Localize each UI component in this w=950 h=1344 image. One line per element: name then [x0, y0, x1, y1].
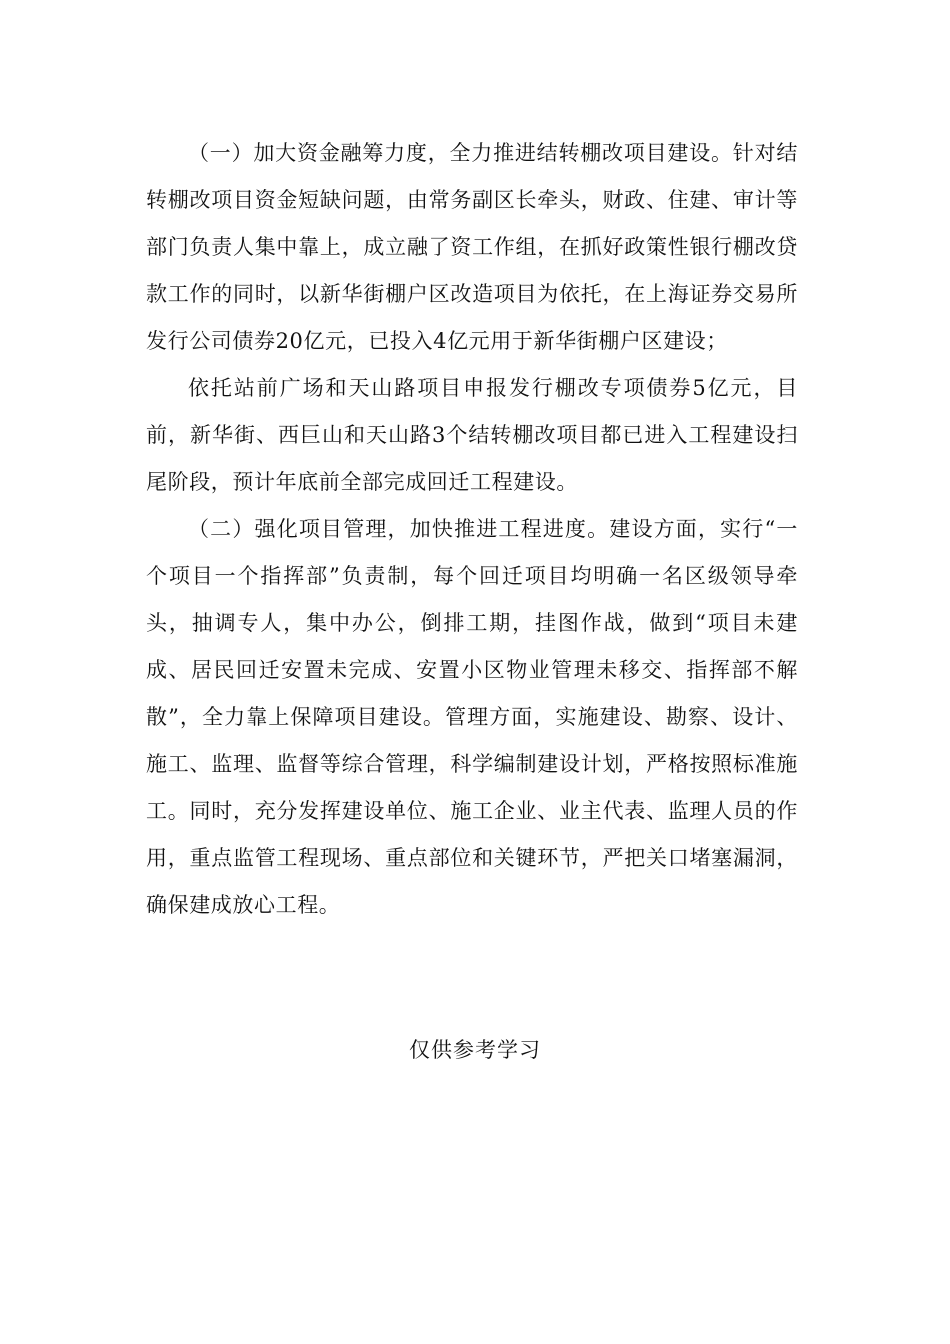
- footer-note: 仅供参考学习: [409, 1038, 541, 1062]
- paragraph-funding: （一）加大资金融筹力度，全力推进结转棚改项目建设。针对结转棚改项目资金短缺问题，由常务副区长牵头，财政、住建、审计等部门负责人集中靠上，成立融了资工作组，在抓好政策性银行棚改贷款工作的同时，以新华街棚户区改造项目为依托，在上海证券交易所发行公司债券20亿元，已投入4亿元用于新华街棚户区建设；: [146, 141, 798, 353]
- paragraph-special-bonds: 依托站前广场和天山路项目申报发行棚改专项债券5亿元，目前，新华街、西巨山和天山路3个结转棚改项目都已进入工程建设扫尾阶段，预计年底前全部完成回迁工程建设。: [146, 376, 798, 494]
- paragraph-project-management: （二）强化项目管理，加快推进工程进度。建设方面，实行“一个项目一个指挥部”负责制，每个回迁项目均明确一名区级领导牵头，抽调专人，集中办公，倒排工期，挂图作战，做到“项目未建成、居民回迁安置未完成、安置小区物业管理未移交、指挥部不解散”，全力靠上保障项目建设。管理方面，实施建设、勘察、设计、施工、监理、监督等综合管理，科学编制建设计划，严格按照标准施工。同时，充分发挥建设单位、施工企业、业主代表、监理人员的作用，重点监管工程现场、重点部位和关键环节，严把关口堵塞漏洞，确保建成放心工程。: [146, 517, 798, 917]
- document-body: [146, 130, 798, 929]
